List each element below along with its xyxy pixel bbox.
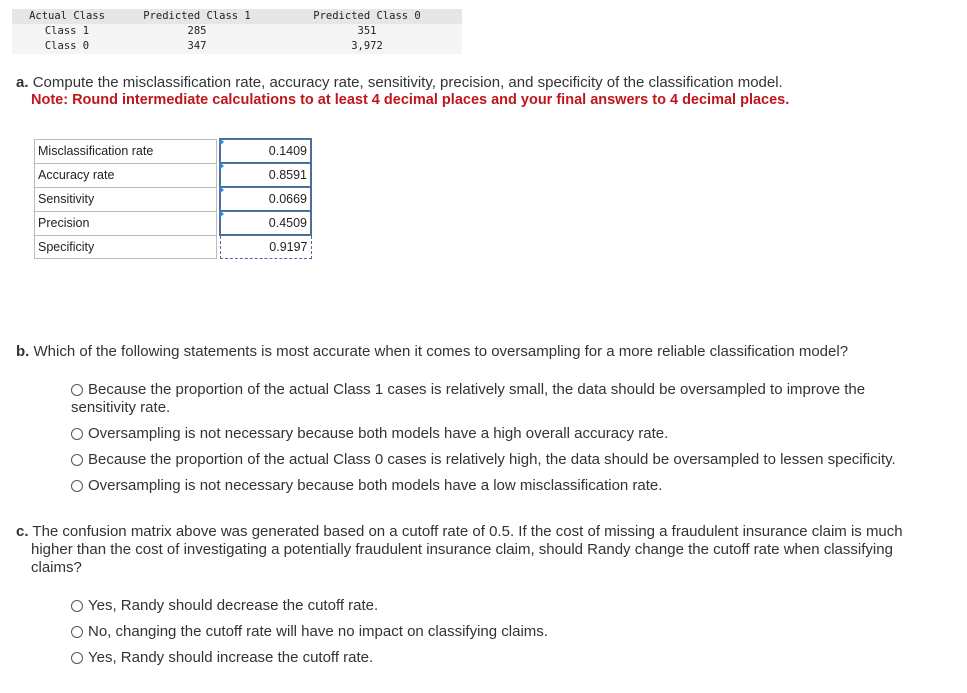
answer-value: 0.0669 <box>268 192 307 206</box>
option-text: No, changing the cutoff rate will have no impact on classifying claims. <box>88 623 548 640</box>
radio-icon[interactable] <box>71 600 83 612</box>
option-text: Because the proportion of the actual Class 0 cases is relatively high, the data should be oversampled to lessen specificity. <box>88 451 896 468</box>
radio-option[interactable] <box>71 649 951 667</box>
radio-icon[interactable] <box>71 480 83 492</box>
specificity-input[interactable] <box>220 235 311 259</box>
option-text: Oversampling is not necessary because both models have a high overall accuracy rate. <box>88 425 669 442</box>
answer-row <box>35 139 312 163</box>
matrix-header-cell: Predicted Class 0 <box>272 9 462 24</box>
part-a-question <box>16 74 946 92</box>
answer-value: 0.8591 <box>268 168 307 182</box>
misclassification-input[interactable] <box>220 139 311 163</box>
option-text: Yes, Randy should decrease the cutoff rate. <box>88 597 379 614</box>
flag-icon <box>219 210 224 218</box>
radio-option[interactable] <box>71 477 951 495</box>
option-text-continued: sensitivity rate. <box>71 399 171 416</box>
part-b-question <box>16 343 848 361</box>
part-c-question <box>16 523 946 577</box>
radio-option[interactable] <box>71 381 951 417</box>
answer-row <box>35 163 312 187</box>
matrix-cell: 347 <box>122 39 272 54</box>
part-c-text: claims? <box>31 559 82 576</box>
radio-option[interactable] <box>71 451 951 469</box>
radio-icon[interactable] <box>71 626 83 638</box>
radio-option[interactable] <box>71 597 951 615</box>
flag-icon <box>219 162 224 170</box>
answer-row <box>35 235 312 259</box>
accuracy-input[interactable] <box>220 163 311 187</box>
sensitivity-input[interactable] <box>220 187 311 211</box>
matrix-cell: 351 <box>272 24 462 39</box>
answer-label: Precision <box>35 211 217 235</box>
radio-icon[interactable] <box>71 454 83 466</box>
part-a-letter: a. <box>16 74 29 91</box>
answer-value: 0.1409 <box>268 144 307 158</box>
matrix-cell: Class 1 <box>12 24 122 39</box>
matrix-row <box>12 39 462 54</box>
answer-value: 0.9197 <box>269 240 308 254</box>
answer-label: Sensitivity <box>35 187 217 211</box>
part-b-text: Which of the following statements is most accurate when it comes to oversampling for a more reliable classification model? <box>33 343 849 360</box>
part-c-text: higher than the cost of investigating a potentially fraudulent insurance claim, should Randy change the cutoff rate when classifying <box>31 541 893 558</box>
part-c-letter: c. <box>16 523 29 540</box>
flag-icon <box>219 138 224 146</box>
radio-icon[interactable] <box>71 384 83 396</box>
radio-option[interactable] <box>71 425 951 443</box>
answer-table <box>34 138 312 259</box>
matrix-header-cell: Actual Class <box>12 9 122 24</box>
flag-icon <box>219 186 224 194</box>
confusion-matrix <box>12 9 462 54</box>
answer-row <box>35 211 312 235</box>
matrix-row <box>12 24 462 39</box>
answer-label: Misclassification rate <box>35 139 217 163</box>
part-a-text: Compute the misclassification rate, accuracy rate, sensitivity, precision, and specificity of the classification model. <box>32 74 783 91</box>
matrix-cell: 3,972 <box>272 39 462 54</box>
option-text: Oversampling is not necessary because both models have a low misclassification rate. <box>88 477 663 494</box>
answer-value: 0.4509 <box>268 216 307 230</box>
matrix-cell: 285 <box>122 24 272 39</box>
answer-label: Accuracy rate <box>35 163 217 187</box>
option-text: Yes, Randy should increase the cutoff rate. <box>88 649 374 666</box>
precision-input[interactable] <box>220 211 311 235</box>
matrix-header-cell: Predicted Class 1 <box>122 9 272 24</box>
radio-icon[interactable] <box>71 652 83 664</box>
part-b-letter: b. <box>16 343 30 360</box>
rounding-note: Note: Round intermediate calculations to at least 4 decimal places and your final answers to 4 decimal places. <box>31 92 790 108</box>
option-text: Because the proportion of the actual Class 1 cases is relatively small, the data should be oversampled to improve the <box>88 381 866 398</box>
answer-label: Specificity <box>35 235 217 259</box>
part-c-text: The confusion matrix above was generated based on a cutoff rate of 0.5. If the cost of missing a fraudulent insurance claim is much <box>32 523 903 540</box>
radio-icon[interactable] <box>71 428 83 440</box>
matrix-cell: Class 0 <box>12 39 122 54</box>
matrix-header-row <box>12 9 462 24</box>
answer-row <box>35 187 312 211</box>
radio-option[interactable] <box>71 623 951 641</box>
